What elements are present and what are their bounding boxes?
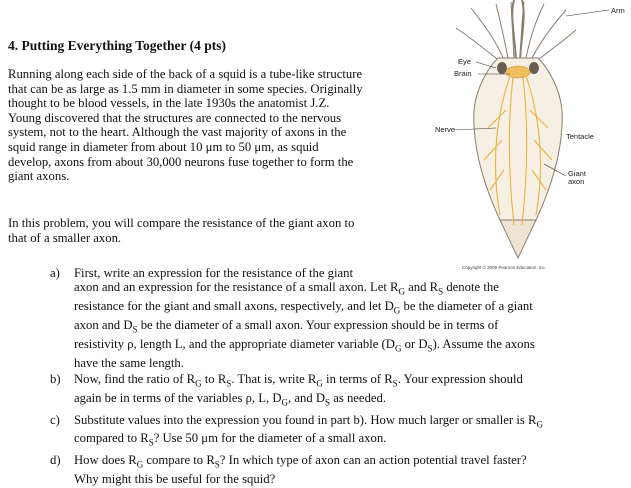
label-nerve: Nerve xyxy=(435,125,456,134)
question-line: resistivity ρ, length L, and the appropriate diameter variable ($D_G$ or $D_S$). Assume the axons xyxy=(74,336,535,354)
question-line: axon and $D_S$ be the diameter of a small axon. Your expression should be in terms of xyxy=(74,317,499,335)
problem-line: that of a smaller axon. xyxy=(8,230,122,245)
squid-arms xyxy=(456,0,576,62)
intro-line: squid range in diameter from about 10 μm to 50 μm, as squid xyxy=(8,139,319,154)
question-line: resistance for the giant and small axons, respectively, and let $D_G$ be the diameter of a giant xyxy=(74,299,533,316)
figure-copyright: Copyright © 2009 Pearson Education, Inc. xyxy=(462,265,547,270)
question-line: have the same length. xyxy=(74,355,184,370)
intro-line: Young discovered that the structures are connected to the nervous xyxy=(8,110,342,125)
question-label: b) xyxy=(50,372,61,387)
label-eye: Eye xyxy=(458,57,471,66)
intro-line: that can be as large as 1.5 mm in diameter in some species. Originally xyxy=(8,81,363,96)
squid-eye-right xyxy=(529,62,539,74)
label-giant-axon-line1: Giant xyxy=(568,169,586,178)
question-list xyxy=(50,266,625,488)
question-line: First, write an expression for the resistance of the giant xyxy=(74,266,354,280)
label-tentacle: Tentacle xyxy=(566,132,594,141)
intro-line: giant axons. xyxy=(8,169,70,184)
question-line: Why might this be useful for the squid? xyxy=(74,471,276,486)
section-heading: 4. Putting Everything Together (4 pts) xyxy=(8,38,227,53)
squid-eye-left xyxy=(497,62,507,74)
problem-line: In this problem, you will compare the resistance of the giant axon to xyxy=(8,216,355,230)
problem-statement xyxy=(8,216,428,245)
label-giant-axon-line2: axon xyxy=(568,177,585,186)
question-line: axon and an expression for the resistance of a small axon. Let $R_G$ and $R_S$ denote the xyxy=(74,280,499,297)
question-line: Now, find the ratio of $R_G$ to $R_S$. That is, write $R_G$ in terms of $R_S$. Your expression should xyxy=(74,372,523,389)
intro-line: Running along each side of the back of a squid is a tube-like structure xyxy=(8,67,363,81)
label-arm: Arm xyxy=(611,6,625,15)
intro-line: develop, axons from about 30,000 neurons fuse together to form the xyxy=(8,154,354,169)
label-giant-axon xyxy=(568,170,586,186)
question-line: How does $R_G$ compare to $R_S$? In which type of axon can an action potential travel faster? xyxy=(74,452,527,470)
squid-figure xyxy=(416,0,631,262)
question-line: Substitute values into the expression you found in part b). How much larger or smaller is $R_G$ xyxy=(74,412,543,430)
question-line: again be in terms of the variables ρ, L, $D_G$, and $D_S$ as needed. xyxy=(74,391,387,408)
label-brain: Brain xyxy=(454,69,472,78)
intro-line: system, not to the heart. Although the vast majority of axons in the xyxy=(8,125,347,140)
question-c xyxy=(50,413,625,451)
question-label: c) xyxy=(50,412,60,427)
intro-paragraph xyxy=(8,67,428,184)
squid-fin xyxy=(500,220,536,258)
question-a xyxy=(50,266,625,370)
question-label: a) xyxy=(50,266,60,280)
intro-line: thought to be blood vessels, in the late 1930s the anatomist J.Z. xyxy=(8,96,330,111)
question-b xyxy=(50,372,625,410)
question-line: compared to $R_S$? Use 50 μm for the diameter of a small axon. xyxy=(74,431,387,448)
question-d xyxy=(50,453,625,486)
question-label: d) xyxy=(50,452,61,467)
